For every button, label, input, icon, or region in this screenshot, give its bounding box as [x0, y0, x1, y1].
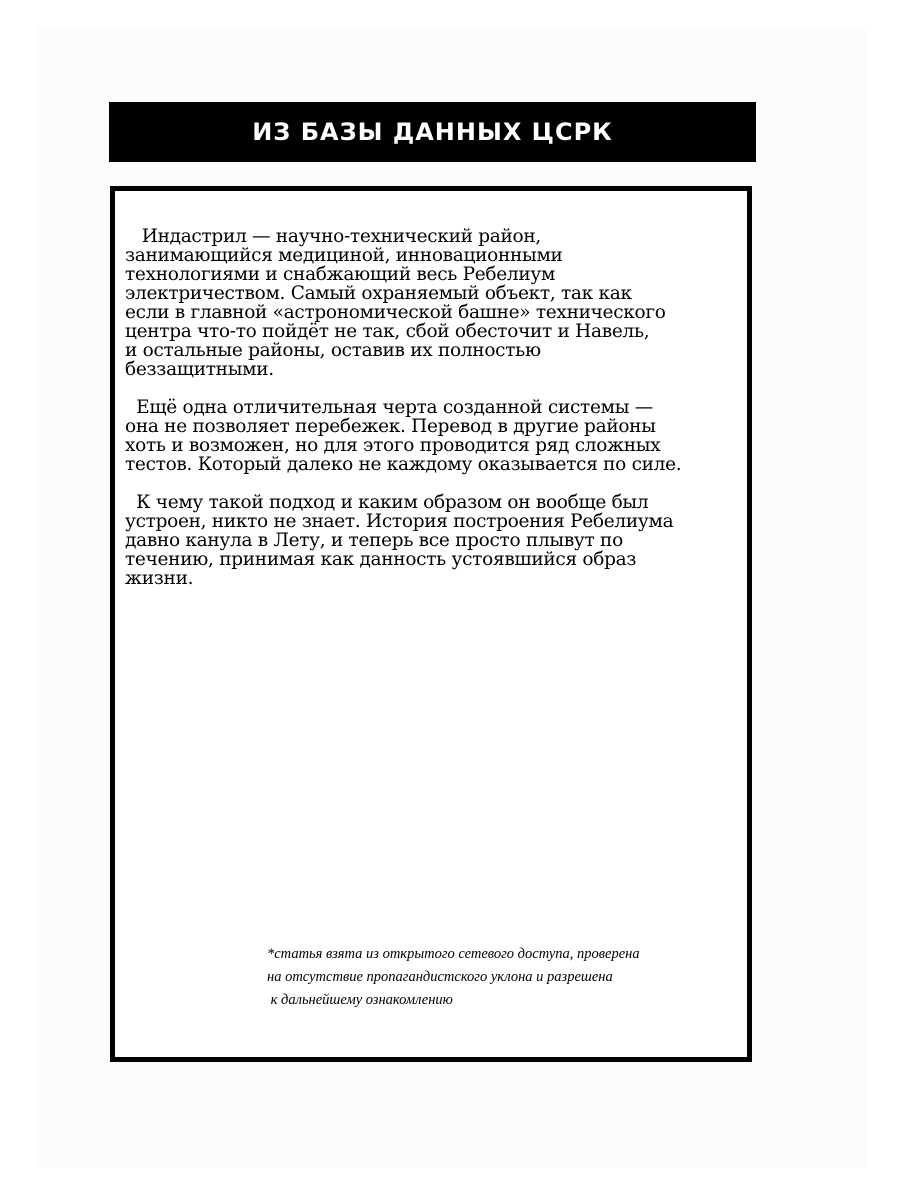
footnote-line: к дальнейшему ознакомлению — [267, 992, 453, 1008]
text-line: технологиями и снабжающий весь Ребелиум — [125, 264, 556, 285]
text-line: Индастрил — научно-технический район, — [125, 226, 541, 247]
text-line: течению, принимая как данность устоявшийся образ — [125, 549, 637, 570]
text-line: центра что-то пойдёт не так, сбой обесточит и Навель, — [125, 321, 650, 342]
text-line: беззащитными. — [125, 359, 274, 380]
text-line: занимающийся медициной, инновационными — [125, 245, 563, 266]
article-paragraph-3 — [125, 493, 751, 588]
footnote — [267, 943, 747, 1012]
text-line: электричеством. Самый охраняемый объект, так как — [125, 283, 632, 304]
footnote-line: на отсутствие пропагандистского уклона и разрешена — [267, 969, 613, 985]
article-paragraph-1 — [125, 227, 751, 379]
footnote-line: *статья взята из открытого сетевого доступа, проверена — [267, 946, 640, 962]
text-line: если в главной «астрономической башне» технического — [125, 302, 666, 323]
text-line: и остальные районы, оставив их полностью — [125, 340, 541, 361]
text-line: жизни. — [125, 568, 194, 589]
text-line: хоть и возможен, но для этого проводится ряд сложных — [125, 435, 661, 456]
text-line: тестов. Который далеко не каждому оказывается по силе. — [125, 454, 682, 475]
text-line: Ещё одна отличительная черта созданной системы — — [125, 397, 653, 418]
text-line: давно канула в Лету, и теперь все просто плывут по — [125, 530, 623, 551]
article-paragraph-2 — [125, 398, 751, 474]
header-title: ИЗ БАЗЫ ДАННЫХ ЦСРК — [252, 118, 613, 146]
text-line: К чему такой подход и каким образом он вообще был — [125, 492, 649, 513]
article-body — [125, 227, 751, 607]
header-banner — [109, 102, 756, 162]
article-box — [110, 186, 752, 1062]
text-line: она не позволяет перебежек. Перевод в другие районы — [125, 416, 656, 437]
text-line: устроен, никто не знает. История построения Ребелиума — [125, 511, 674, 532]
